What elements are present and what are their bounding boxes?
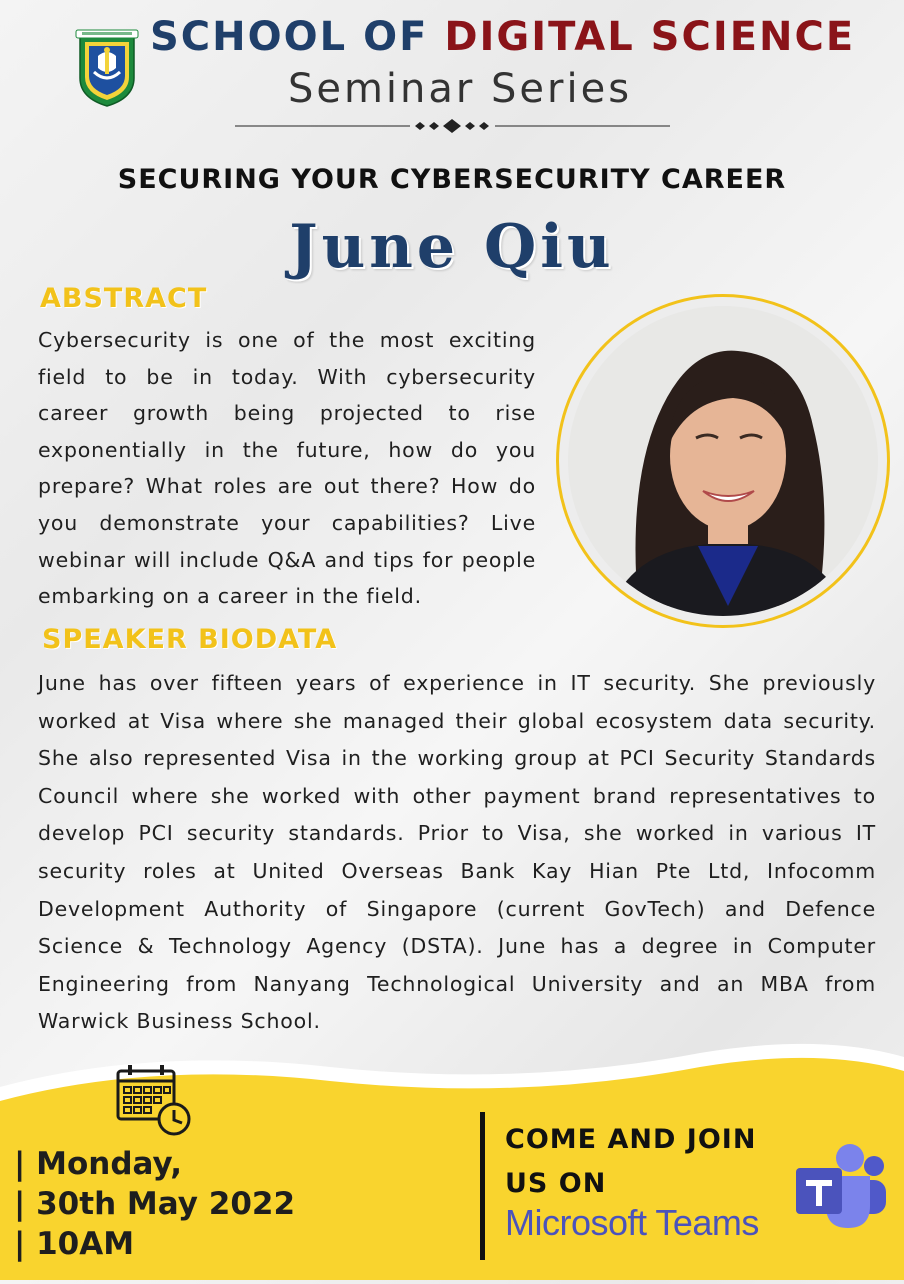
school-title — [150, 14, 856, 60]
join-line-1: COME AND JOIN — [505, 1124, 757, 1155]
calendar-clock-icon — [116, 1065, 192, 1137]
school-title-part2: DIGITAL SCIENCE — [444, 14, 856, 60]
seminar-series-subtitle: Seminar Series — [287, 66, 633, 112]
speaker-biodata-heading: SPEAKER BIODATA — [42, 624, 338, 655]
join-call-to-action — [505, 1118, 756, 1206]
event-time: | 10AM — [14, 1226, 135, 1262]
school-title-part1: SCHOOL OF — [150, 14, 445, 60]
event-date: | 30th May 2022 — [14, 1186, 296, 1222]
talk-title: SECURING YOUR CYBERSECURITY CAREER — [117, 164, 787, 195]
speaker-biodata-text: June has over fifteen years of experience in IT security. She previously worked at Visa where she managed their global ecosystem data security. She also represented Visa in the working group at PCI Security Standards Council where she worked with other payment brand representatives to develop PCI security standards. Prior to Visa, she worked in various IT security roles at United Overseas Bank Kay Hian Pte Ltd, Infocomm Development Authority of Singapore (current GovTech) and Defence Science & Technology Agency (DSTA). June has a degree in Computer Engineering from Nanyang Technological University and an MBA from Warwick Business School. — [38, 671, 876, 1034]
event-day: | Monday, — [14, 1146, 183, 1182]
ornamental-divider — [235, 118, 670, 134]
event-datetime — [14, 1144, 295, 1264]
abstract-text: Cybersecurity is one of the most exciting field to be in today. With cybersecurity career growth being projected to rise exponentially in the future, how do you prepare? What roles are out there? How do you demonstrate your capabilities? Live webinar will include Q&A and tips for people embarking on a career in the field. — [38, 328, 536, 609]
microsoft-teams-logo-icon — [792, 1140, 888, 1230]
footer-divider — [480, 1112, 485, 1260]
join-line-2: US ON — [505, 1168, 607, 1199]
speaker-photo — [568, 306, 878, 616]
platform-name: Microsoft Teams — [505, 1202, 759, 1243]
speaker-name: June Qiu — [289, 212, 615, 282]
university-crest-icon — [74, 26, 140, 108]
abstract-heading: ABSTRACT — [40, 283, 208, 314]
